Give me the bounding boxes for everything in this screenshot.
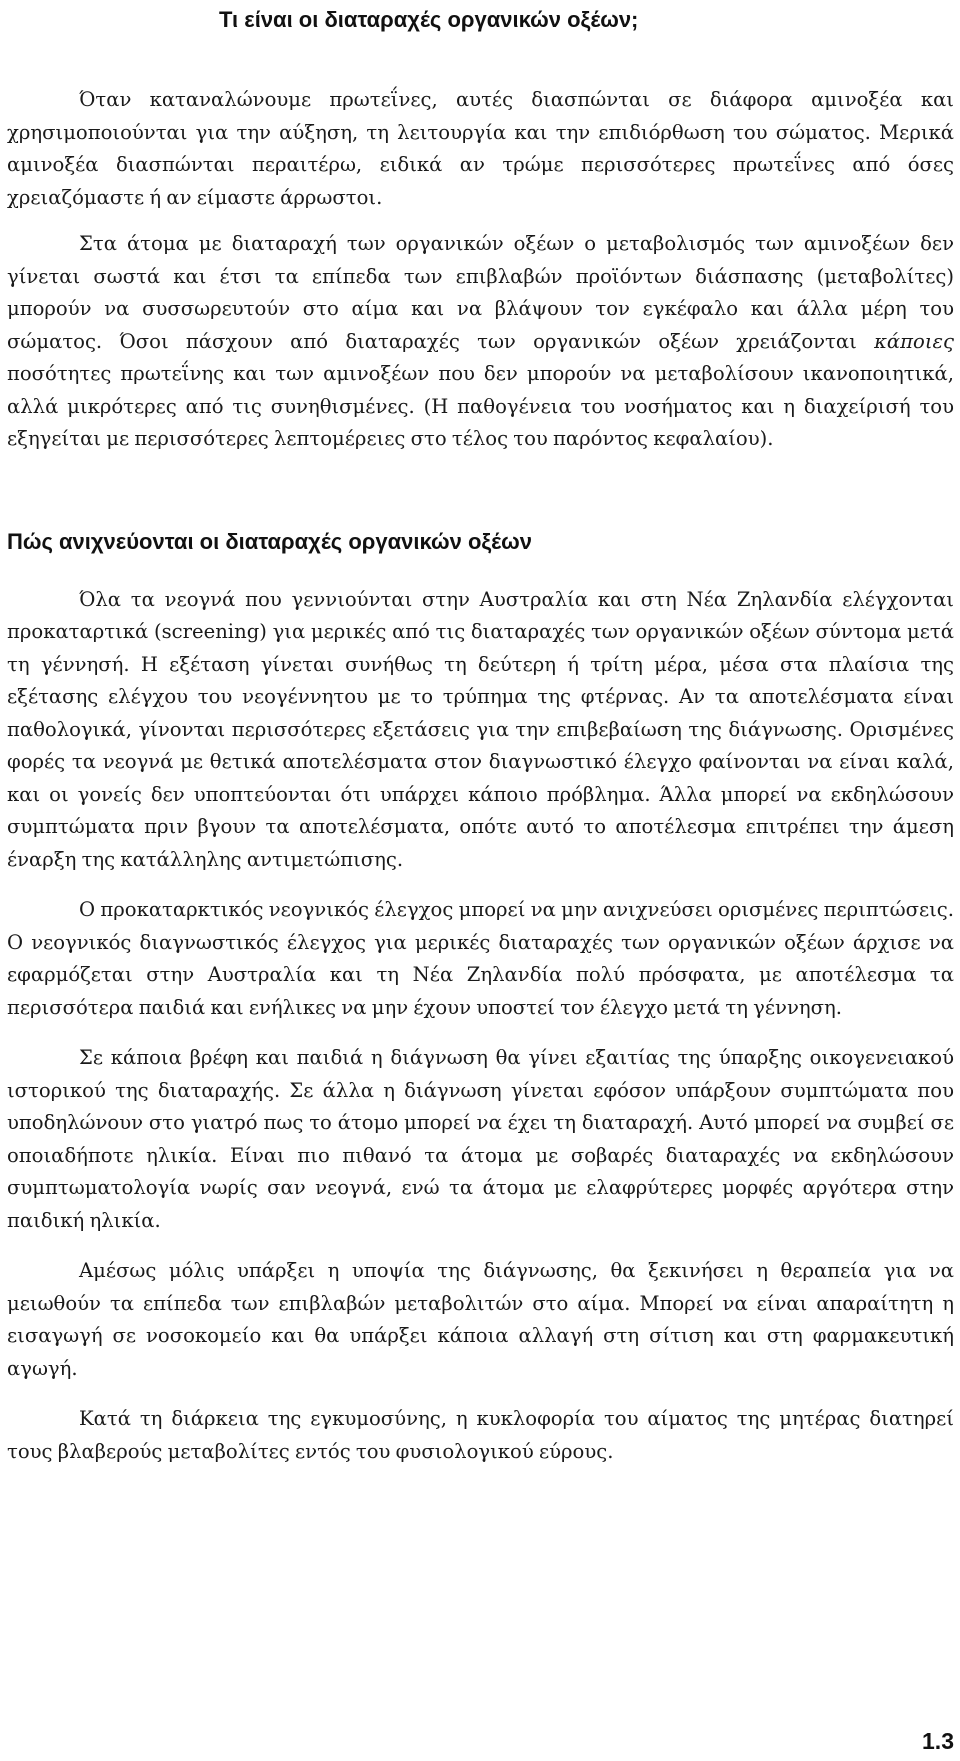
intro-paragraph-2-text-end: ποσότητες πρωτεΐνης και των αμινοξέων που δεν μπορούν να μεταβολίσουν ικανοποιητικά, αλλά μικρότερες από τις συνηθισμένες. (Η παθογένεια του νοσήματος και η διαχείρισή του εξηγείται με περισσότερες λεπτομέρειες στο τέλος του παρόντος κεφαλαίου). — [7, 362, 954, 450]
page-title: Τι είναι οι διαταραχές οργανικών οξέων; — [219, 7, 639, 32]
emphasis-text: κάποιες — [874, 329, 954, 353]
intro-paragraph-2 — [7, 228, 954, 456]
section-paragraph-3: Σε κάποια βρέφη και παιδιά η διάγνωση θα γίνει εξαιτίας της ύπαρξης οικογενειακού ιστορικού της διαταραχής. Σε άλλα η διάγνωση γίνεται εφόσον υπάρξουν συμπτώματα που υποδηλώνουν στο γιατρό πως το άτομο μπορεί να έχει τη διαταραχή. Αυτό μπορεί να συμβεί σε οποιαδήποτε ηλικία. Είναι πιο πιθανό τα άτομα με σοβαρές διαταραχές να εκδηλώσουν συμπτωματολογία νωρίς σαν νεογνά, ενώ τα άτομα με ελαφρύτερες μορφές αργότερα στην παιδική ηλικία. — [7, 1046, 954, 1232]
section-paragraph-1: Όλα τα νεογνά που γεννιούνται στην Αυστραλία και στη Νέα Ζηλανδία ελέγχονται προκαταρτικά (screening) για μερικές από τις διαταραχές των οργανικών οξέων σύντομα μετά τη γέννησή. Η εξέταση γίνεται συνήθως τη δεύτερη ή τρίτη μέρα, μέσα στα πλαίσια της εξέτασης ελέγχου του νεογέννητου με το τρύπημα της φτέρνας. Αν τα αποτελέσματα είναι παθολογικά, γίνονται περισσότερες εξετάσεις για την επιβεβαίωση της διάγνωσης. Ορισμένες φορές τα νεογνά με θετικά αποτελέσματα στον διαγνωστικό έλεγχο φαίνονται να είναι καλά, και οι γονείς δεν υποπτεύονται ότι υπάρχει κάποιο πρόβλημα. Άλλα μπορεί να εκδηλώσουν συμπτώματα πριν βγουν τα αποτελέσματα, οπότε αυτό το αποτέλεσμα επιτρέπει την άμεση έναρξη της κατάλληλης αντιμετώπισης. — [7, 587, 954, 871]
section-paragraph-4: Αμέσως μόλις υπάρξει η υποψία της διάγνωσης, θα ξεκινήσει η θεραπεία για να μειωθούν τα επίπεδα των επιβλαβών μεταβολιτών στο αίμα. Μπορεί να είναι απαραίτητη η εισαγωγή σε νοσοκομείο και θα υπάρξει κάποια αλλαγή στη σίτιση και στη φαρμακευτική αγωγή. — [7, 1259, 954, 1380]
section-paragraph-5: Κατά τη διάρκεια της εγκυμοσύνης, η κυκλοφορία του αίματος της μητέρας διατηρεί τους βλαβερούς μεταβολίτες εντός του φυσιολογικού εύρους. — [7, 1407, 954, 1463]
section-heading: Πώς ανιχνεύονται οι διαταραχές οργανικών οξέων — [7, 528, 532, 554]
intro-paragraph-1: Όταν καταναλώνουμε πρωτεΐνες, αυτές διασπώνται σε διάφορα αμινοξέα και χρησιμοποιούνται για την αύξηση, τη λειτουργία και την επιδιόρθωση του σώματος. Μερικά αμινοξέα διασπώνται περαιτέρω, ειδικά αν τρώμε περισσότερες πρωτεΐνες από όσες χρειαζόμαστε ή αν είμαστε άρρωστοι. — [7, 88, 954, 209]
section-paragraph-2: Ο προκαταρκτικός νεογνικός έλεγχος μπορεί να μην ανιχνεύσει ορισμένες περιπτώσεις. Ο νεογνικός διαγνωστικός έλεγχος για μερικές διαταραχές των οργανικών οξέων άρχισε να εφαρμόζεται στην Αυστραλία και τη Νέα Ζηλανδία πολύ πρόσφατα, με αποτέλεσμα τα περισσότερα παιδιά και ενήλικες να μην έχουν υποστεί τον έλεγχο μετά τη γέννηση. — [7, 898, 954, 1019]
intro-paragraph-2-text: Στα άτομα με διαταραχή των οργανικών οξέων ο μεταβολισμός των αμινοξέων δεν γίνεται σωστά και έτσι τα επίπεδα των επιβλαβών προϊόντων διάσπασης (μεταβολίτες) μπορούν να συσσωρευτούν στο αίμα και να βλάψουν τον εγκέφαλο και άλλα μέρη του σώματος. Όσοι πάσχουν από διαταραχές των οργανικών οξέων χρειάζονται — [7, 232, 954, 353]
page-number: 1.3 — [922, 1728, 954, 1754]
